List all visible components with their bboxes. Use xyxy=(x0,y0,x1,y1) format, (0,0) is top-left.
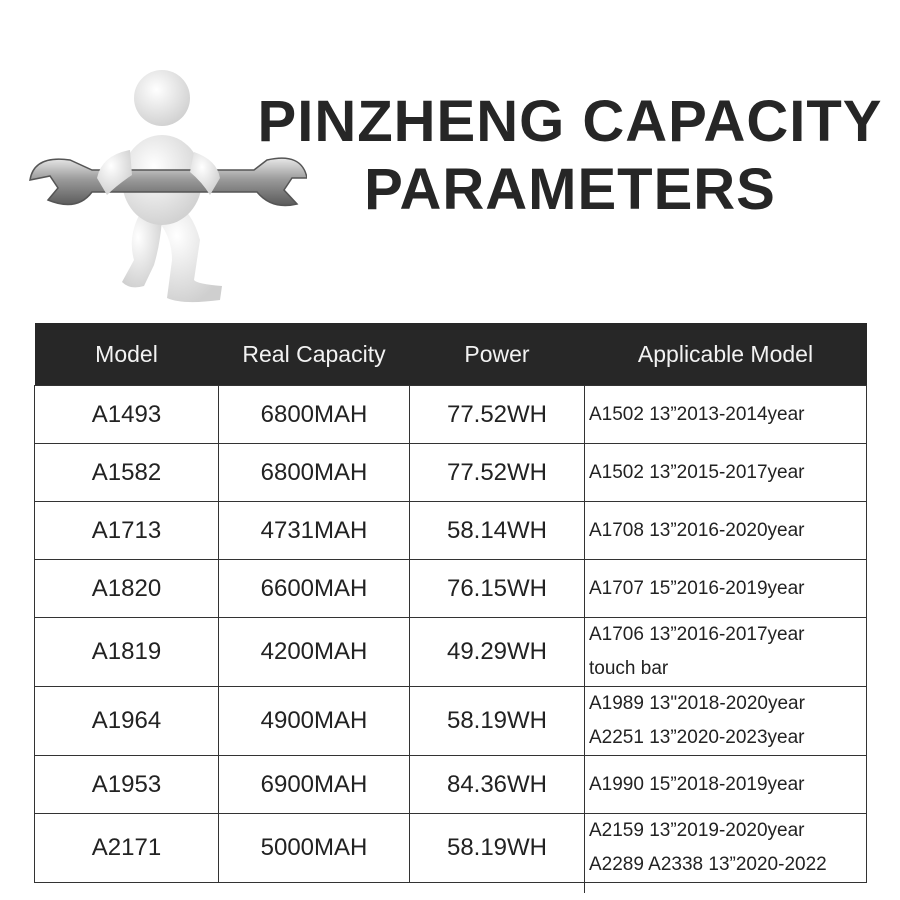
cell-applicable xyxy=(585,560,867,618)
applicable-line: A2159 13”2019-2020year xyxy=(589,820,805,841)
title-line-2: PARAMETERS xyxy=(364,157,776,222)
cell-power: 58.14WH xyxy=(410,502,585,560)
applicable-line: A1502 13”2013-2014year xyxy=(589,403,805,425)
cell-applicable xyxy=(585,444,867,502)
cell-model: A1964 xyxy=(35,687,219,756)
applicable-line: touch bar xyxy=(589,658,669,679)
cell-capacity: 6800MAH xyxy=(219,386,410,444)
table-header-row xyxy=(35,323,867,386)
cell-capacity: 5000MAH xyxy=(219,814,410,883)
cell-model: A1493 xyxy=(35,386,219,444)
cell-power: 84.36WH xyxy=(410,756,585,814)
applicable-line: A2251 13”2020-2023year xyxy=(589,727,805,748)
cell-model: A1820 xyxy=(35,560,219,618)
table-row xyxy=(35,756,867,814)
applicable-line: A1989 13"2018-2020year xyxy=(589,693,805,714)
column-divider-tail xyxy=(584,853,585,893)
table-row xyxy=(35,502,867,560)
table-row xyxy=(35,814,867,883)
table-row xyxy=(35,687,867,756)
cell-applicable xyxy=(585,814,867,883)
table-row xyxy=(35,386,867,444)
cell-model: A1953 xyxy=(35,756,219,814)
cell-power: 58.19WH xyxy=(410,814,585,883)
cell-power: 58.19WH xyxy=(410,687,585,756)
cell-capacity: 6900MAH xyxy=(219,756,410,814)
cell-capacity: 4731MAH xyxy=(219,502,410,560)
cell-capacity: 4200MAH xyxy=(219,618,410,687)
header-model: Model xyxy=(35,323,219,386)
applicable-line: A2289 A2338 13”2020-2022 xyxy=(589,854,827,875)
table-row xyxy=(35,560,867,618)
table-row xyxy=(35,618,867,687)
applicable-line: A1708 13”2016-2020year xyxy=(589,519,805,541)
applicable-line: A1990 15”2018-2019year xyxy=(589,773,805,795)
cell-power: 49.29WH xyxy=(410,618,585,687)
header-power: Power xyxy=(410,323,585,386)
cell-power: 76.15WH xyxy=(410,560,585,618)
applicable-line: A1502 13”2015-2017year xyxy=(589,461,805,483)
applicable-line: A1706 13”2016-2017year xyxy=(589,624,805,645)
cell-applicable xyxy=(585,618,867,687)
cell-model: A1713 xyxy=(35,502,219,560)
cell-applicable xyxy=(585,687,867,756)
cell-power: 77.52WH xyxy=(410,386,585,444)
cell-power: 77.52WH xyxy=(410,444,585,502)
cell-capacity: 6800MAH xyxy=(219,444,410,502)
cell-model: A1819 xyxy=(35,618,219,687)
cell-applicable xyxy=(585,502,867,560)
cell-applicable xyxy=(585,756,867,814)
header-real-capacity: Real Capacity xyxy=(219,323,410,386)
cell-capacity: 4900MAH xyxy=(219,687,410,756)
capacity-table xyxy=(34,323,867,883)
table-row xyxy=(35,444,867,502)
cell-model: A2171 xyxy=(35,814,219,883)
cell-model: A1582 xyxy=(35,444,219,502)
cell-capacity: 6600MAH xyxy=(219,560,410,618)
title-line-1: PINZHENG CAPACITY xyxy=(257,89,883,154)
applicable-line: A1707 15”2016-2019year xyxy=(589,577,805,599)
page-title xyxy=(250,88,890,224)
cell-applicable xyxy=(585,386,867,444)
header-applicable-model: Applicable Model xyxy=(585,323,867,386)
